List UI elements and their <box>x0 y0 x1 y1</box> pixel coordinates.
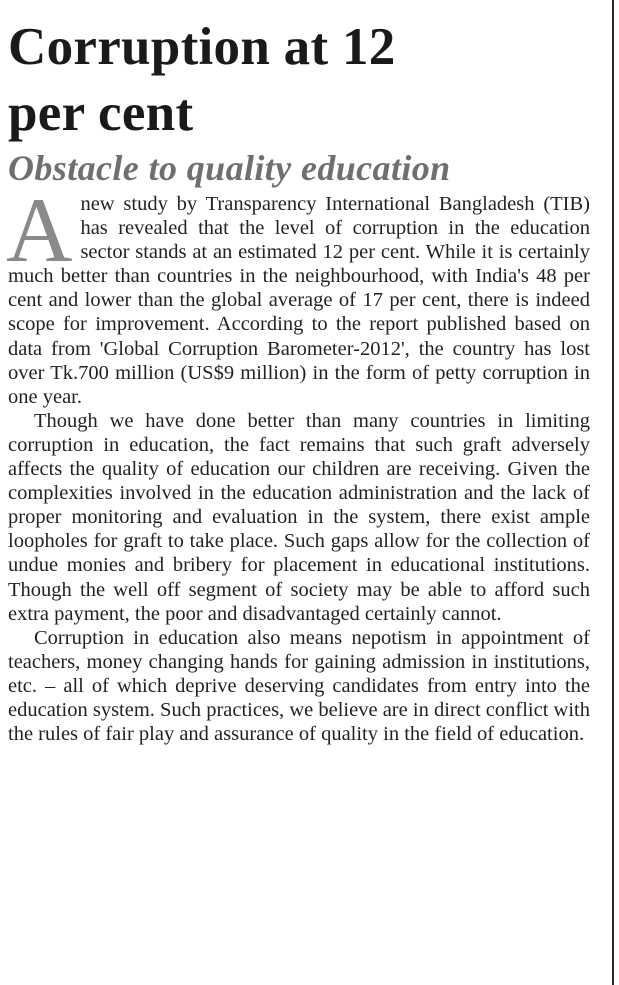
paragraph-3: Corruption in education also means nepotism in appointment of teachers, money changing hands for gaining admission in institutions, etc. – all of which deprive deserving candidates from entry into the education system. Such practices, we believe are in direct conflict with the rules of fair play and assurance of quality in the field of education. <box>8 626 590 746</box>
paragraph-1 <box>6 179 590 409</box>
paragraph-1-text: new study by Transparency International Bangladesh (TIB) has revealed that the level of corruption in the education sector stands at an estimated 12 per cent. While it is certainly much better than countries in the neighbourhood, with India's 48 per cent and lower than the global average of 17 per cent, there is indeed scope for improvement. According to the report published based on data from 'Global Corruption Barometer-2012', the country has lost over Tk.700 million (US$9 million) in the form of petty corruption in one year. <box>8 193 590 408</box>
article-body <box>6 179 590 746</box>
subheadline: Obstacle to quality education <box>8 148 451 188</box>
editorial-article <box>8 14 590 746</box>
headline-line-2: per cent <box>8 84 194 142</box>
column-rule <box>612 0 614 985</box>
headline-line-1: Corruption at 12 <box>8 18 396 76</box>
paragraph-2: Though we have done better than many countries in limiting corruption in education, the fact remains that such graft adversely affects the quality of education our children are receiving. Given the complexities involved in the education administration and the lack of proper monitoring and evaluation in the system, there exist ample loopholes for graft to take place. Such gaps allow for the collection of undue monies and bribery for placement in educational institutions. Though the well off segment of society may be able to afford such extra payment, the poor and disadvantaged certainly cannot. <box>8 409 590 625</box>
drop-cap: A <box>6 179 73 281</box>
headline <box>8 14 590 146</box>
